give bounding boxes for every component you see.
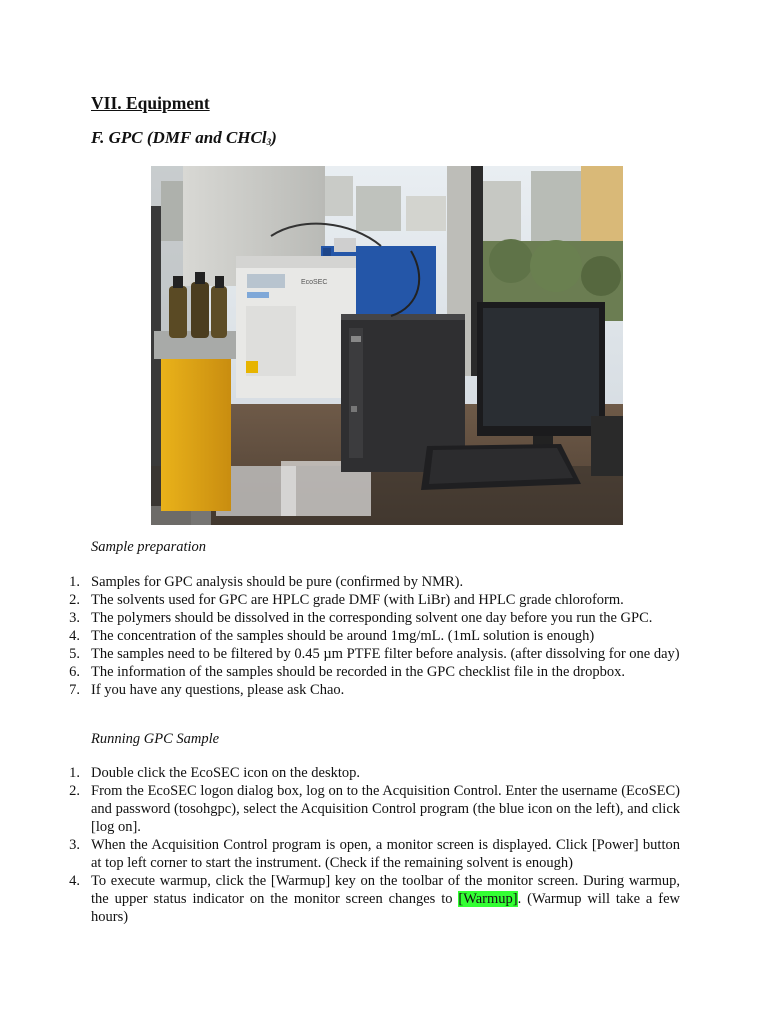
list-text: The concentration of the samples should be around 1mg/mL. (1mL solution is enough) <box>91 628 595 644</box>
list-text: The information of the samples should be recorded in the GPC checklist file in the dropbox. <box>91 664 625 680</box>
warmup-highlight: [Warmup] <box>458 891 518 907</box>
running-gpc-list <box>60 764 680 926</box>
list-item <box>60 681 680 699</box>
list-number: 3. <box>69 837 80 853</box>
list-number: 6. <box>69 664 80 680</box>
gpc-instrument-photo <box>151 166 623 525</box>
list-number: 5. <box>69 646 80 662</box>
list-item <box>60 591 680 609</box>
list-text: The solvents used for GPC are HPLC grade DMF (with LiBr) and HPLC grade chloroform. <box>91 592 624 608</box>
instrument-logo-text: EcoSEC <box>301 279 328 286</box>
list-item <box>60 782 680 836</box>
list-text: The samples need to be filtered by 0.45 µm PTFE filter before analysis. (after dissolving for one day) <box>91 646 680 662</box>
list-text-after: . (Warmup will take a few hours) <box>91 891 680 925</box>
list-number: 7. <box>69 682 80 698</box>
list-item <box>60 764 680 782</box>
list-item <box>60 573 680 591</box>
running-gpc-heading: Running GPC Sample <box>91 731 220 747</box>
list-text: From the EcoSEC logon dialog box, log on to the Acquisition Control. Enter the username (EcoSEC) and password (tosohgpc), select the Acquisition Control program (the blue icon on the left), and click [log on]. <box>91 783 680 835</box>
list-text: If you have any questions, please ask Chao. <box>91 682 345 698</box>
list-number: 2. <box>69 592 80 608</box>
section-title: VII. Equipment <box>91 93 210 113</box>
list-text: Samples for GPC analysis should be pure (confirmed by NMR). <box>91 574 464 590</box>
list-number: 4. <box>69 628 80 644</box>
subtitle-subscript: 3 <box>266 137 272 147</box>
list-number: 1. <box>69 765 80 781</box>
list-item <box>60 872 680 926</box>
list-text: Double click the EcoSEC icon on the desktop. <box>91 765 361 781</box>
sample-preparation-list <box>60 573 680 699</box>
subtitle-close: ) <box>271 128 277 147</box>
list-text: The polymers should be dissolved in the corresponding solvent one day before you run the GPC. <box>91 610 653 626</box>
gpc-subtitle <box>91 128 277 148</box>
list-text: To execute warmup, click the [Warmup] key on the toolbar of the monitor screen. During warmup, the upper status indicator on the monitor screen changes to <box>91 873 680 907</box>
list-number: 3. <box>69 610 80 626</box>
subtitle-main: F. GPC (DMF and CHCl <box>91 128 267 147</box>
list-item <box>60 609 680 627</box>
list-number: 4. <box>69 873 80 889</box>
list-item <box>60 627 680 645</box>
sample-preparation-heading: Sample preparation <box>91 539 207 555</box>
list-number: 2. <box>69 783 80 799</box>
list-item <box>60 645 680 663</box>
list-item <box>60 836 680 872</box>
list-number: 1. <box>69 574 80 590</box>
list-item <box>60 663 680 681</box>
list-text: When the Acquisition Control program is open, a monitor screen is displayed. Click [Power] button at top left corner to start the instrument. (Check if the remaining solvent is enough) <box>91 837 680 871</box>
